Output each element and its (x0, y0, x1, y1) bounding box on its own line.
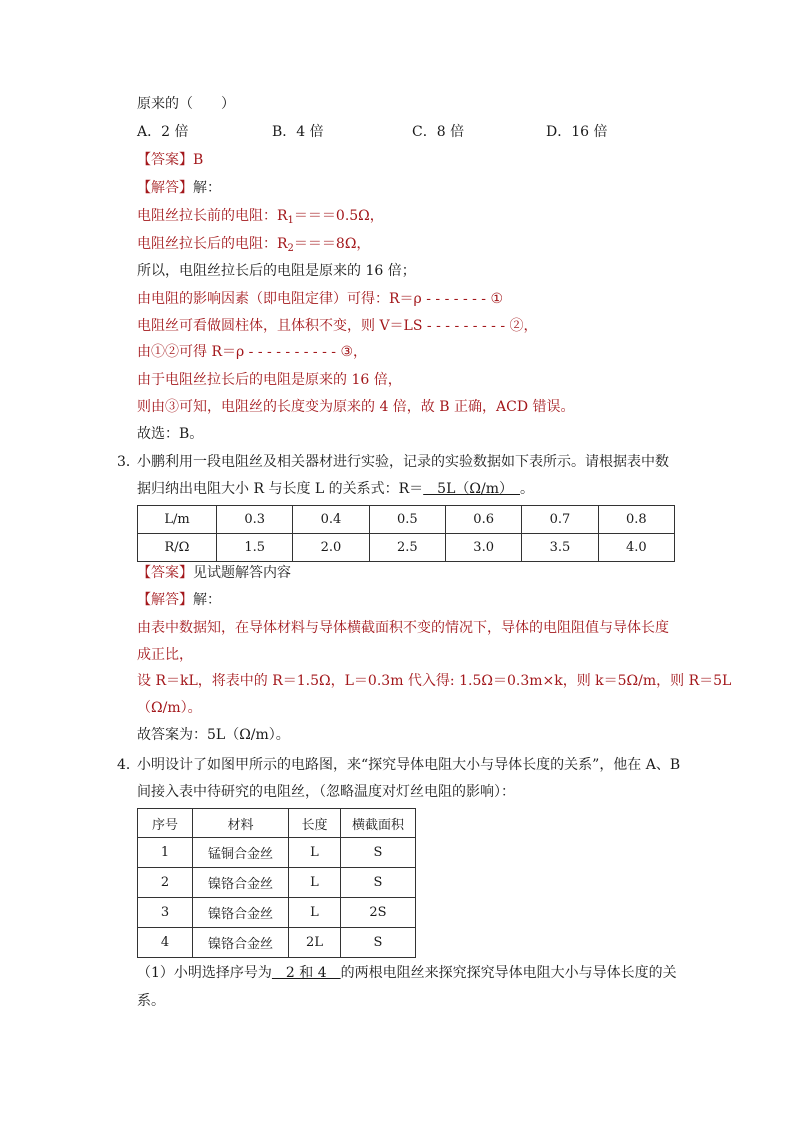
table-cell: 4.0 (598, 534, 674, 562)
q3-answer-blank: 5L（Ω/m） (423, 481, 520, 497)
table-cell: 1.5 (217, 534, 293, 562)
table-row (138, 868, 416, 898)
answer-value: B (193, 152, 204, 168)
table-header: 横截面积 (341, 809, 416, 838)
solution-word: 解： (193, 180, 221, 196)
table-row (138, 928, 416, 958)
l1-pre: 电阻丝拉长前的电阻：R (137, 208, 288, 224)
q3-solution-head (137, 590, 221, 610)
table-cell: L (289, 838, 341, 868)
q2-solution-line-8: 则由③可知，电阻丝的长度变为原来的 4 倍，故 B 正确，ACD 错误。 (137, 399, 575, 415)
q2-option-d: D．16 倍 (546, 124, 608, 140)
table-cell: L (289, 898, 341, 928)
q2-solution-line-6: 由①②可得 R＝ρ - - - - - - - - - - ③， (137, 344, 368, 360)
q2-solution-line-5: 电阻丝可看做圆柱体，且体积不变，则 V＝LS - - - - - - - - - ②， (137, 318, 538, 334)
table-cell: 镍铬合金丝 (193, 868, 289, 898)
q3-stem-1: 小鹏利用一段电阻丝及相关器材进行实验，记录的实验数据如下表所示。请根据表中数 (137, 454, 669, 470)
q2-answer (137, 150, 203, 170)
q3-number: 3． (117, 454, 140, 470)
table-cell: 0.6 (445, 506, 521, 534)
q3-solution-line-5: 故答案为：5L（Ω/m）。 (137, 727, 290, 743)
q2-solution-line-2 (137, 234, 370, 259)
table-cell: 3 (138, 898, 193, 928)
q4-sub1-pre: （1）小明选择序号为 (137, 965, 272, 981)
table-row (138, 838, 416, 868)
solution-word: 解： (193, 592, 221, 608)
q4-sub1-continued: 系。 (137, 993, 165, 1009)
q4-number: 4． (117, 757, 140, 773)
table-cell: 镍铬合金丝 (193, 898, 289, 928)
table-cell: 2L (289, 928, 341, 958)
q4-sub1 (137, 963, 677, 983)
table-cell: L/m (138, 506, 217, 534)
q3-stem2-pre: 据归纳出电阻大小 R 与长度 L 的关系式：R＝ (137, 481, 424, 497)
q2-option-c: C．8 倍 (412, 124, 465, 140)
q4-stem-1: 小明设计了如图甲所示的电路图，来“探究导体电阻大小与导体长度的关系”，他在 A、B (137, 757, 681, 773)
l2-pre: 电阻丝拉长后的电阻：R (137, 236, 288, 252)
table-cell: L (289, 868, 341, 898)
table-cell: 2.0 (293, 534, 369, 562)
q3-data-table (137, 505, 675, 562)
l1-sub: 1 (287, 215, 294, 226)
table-row (138, 506, 675, 534)
table-cell: 0.5 (369, 506, 445, 534)
q3-solution-line-3: 设 R＝kL，将表中的 R＝1.5Ω，L＝0.3m 代入得: 1.5Ω＝0.3m×k，则 k＝5Ω/m，则 R＝5L (137, 673, 732, 689)
q2-solution-head (137, 178, 221, 198)
table-row (138, 534, 675, 562)
answer-tag: 【答案】 (137, 152, 193, 168)
table-cell: S (341, 838, 416, 868)
table-cell: 镍铬合金丝 (193, 928, 289, 958)
q4-sub1-blank: 2 和 4 (271, 965, 341, 981)
table-cell: 0.7 (522, 506, 598, 534)
table-cell: 1 (138, 838, 193, 868)
l2-post: ＝＝＝8Ω， (293, 236, 371, 252)
table-cell: 3.0 (445, 534, 521, 562)
table-cell: 2.5 (369, 534, 445, 562)
q4-material-table (137, 808, 416, 958)
table-header: 材料 (193, 809, 289, 838)
table-cell: S (341, 868, 416, 898)
solution-tag: 【解答】 (137, 592, 193, 608)
answer-tag: 【答案】 (137, 565, 193, 581)
answer-value: 见试题解答内容 (193, 565, 291, 581)
table-cell: 2 (138, 868, 193, 898)
solution-tag: 【解答】 (137, 180, 193, 196)
q3-stem-2 (137, 479, 534, 499)
q3-answer (137, 563, 291, 583)
table-cell: 锰铜合金丝 (193, 838, 289, 868)
q3-solution-line-2: 成正比， (137, 647, 193, 663)
l1-post: ＝＝＝0.5Ω， (293, 208, 384, 224)
table-header-row (138, 809, 416, 838)
q2-stem-tail: 原来的（ ） (137, 96, 235, 112)
q3-solution-line-1: 由表中数据知，在导体材料与导体横截面积不变的情况下，导体的电阻阻值与导体长度 (137, 620, 669, 636)
q2-solution-line-9: 故选：B。 (137, 426, 204, 442)
q3-solution-line-4: （Ω/m）。 (137, 700, 202, 716)
q2-solution-line-1 (137, 206, 384, 231)
table-cell: 2S (341, 898, 416, 928)
table-cell: 4 (138, 928, 193, 958)
table-cell: R/Ω (138, 534, 217, 562)
table-header: 序号 (138, 809, 193, 838)
q4-sub1-post: 的两根电阻丝来探究探究导体电阻大小与导体长度的关 (340, 965, 677, 981)
q2-solution-line-3: 所以，电阻丝拉长后的电阻是原来的 16 倍； (137, 263, 416, 279)
q2-option-b: B．4 倍 (272, 124, 324, 140)
q3-stem2-post: 。 (520, 481, 534, 497)
q4-stem-2: 间接入表中待研究的电阻丝，（忽略温度对灯丝电阻的影响）： (137, 784, 515, 800)
q2-option-a: A．2 倍 (137, 124, 189, 140)
q2-solution-line-4: 由电阻的影响因素（即电阻定律）可得：R＝ρ - - - - - - - ① (137, 291, 504, 307)
table-cell: 0.4 (293, 506, 369, 534)
table-cell: 3.5 (522, 534, 598, 562)
table-cell: S (341, 928, 416, 958)
table-header: 长度 (289, 809, 341, 838)
q2-solution-line-7: 由于电阻丝拉长后的电阻是原来的 16 倍， (137, 372, 402, 388)
table-row (138, 898, 416, 928)
l2-sub: 2 (287, 243, 294, 254)
table-cell: 0.8 (598, 506, 674, 534)
table-cell: 0.3 (217, 506, 293, 534)
